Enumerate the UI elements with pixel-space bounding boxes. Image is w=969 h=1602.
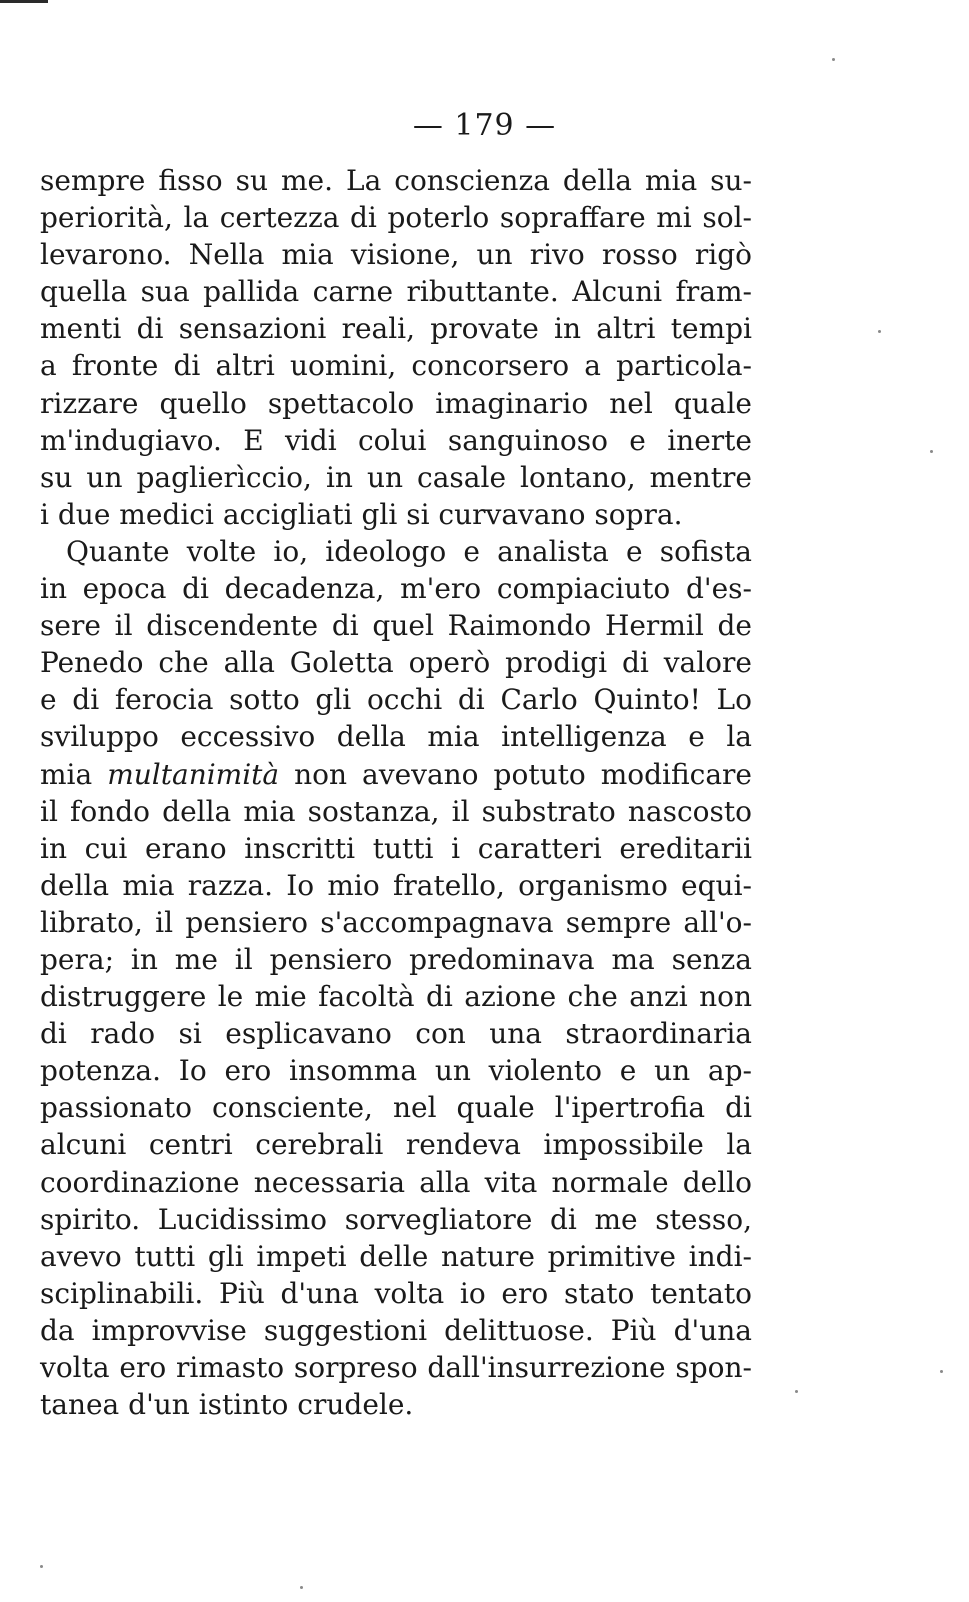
- text-line: avevo tutti gli impeti delle nature primitive indi-: [40, 1239, 752, 1273]
- paper-speck: [878, 330, 881, 333]
- text-line: sviluppo eccessivo della mia intelligenza e la: [40, 720, 752, 754]
- text-line: e di ferocia sotto gli occhi di Carlo Quinto! Lo: [40, 683, 752, 717]
- text-line: in epoca di decadenza, m'ero compiaciuto d'es-: [40, 572, 752, 606]
- text-line: di rado si esplicavano con una straordinaria: [40, 1017, 752, 1051]
- paper-speck: [300, 1586, 303, 1589]
- text-line: i due medici accigliati gli si curvavano sopra.: [40, 497, 683, 531]
- text-line: Penedo che alla Goletta operò prodigi di valore: [40, 646, 752, 680]
- body-text: [40, 162, 752, 1423]
- paper-speck: [40, 1565, 43, 1568]
- text-line: da improvvise suggestioni delittuose. Più d'una: [40, 1313, 752, 1347]
- text-line: su un paglierìccio, in un casale lontano, mentre: [40, 460, 752, 494]
- text-line: quella sua pallida carne ributtante. Alcuni fram-: [40, 275, 752, 309]
- text-line: menti di sensazioni reali, provate in altri tempi: [40, 312, 752, 346]
- text-line: distruggere le mie facoltà di azione che anzi non: [40, 980, 752, 1014]
- text-line-italic-mixed: [40, 756, 752, 793]
- paper-speck: [930, 450, 933, 453]
- text-line: sere il discendente di quel Raimondo Hermil de: [40, 609, 752, 643]
- text-line: m'indugiavo. E vidi colui sanguinoso e inerte: [40, 423, 752, 457]
- paper-speck: [940, 1370, 943, 1373]
- text-line: tanea d'un istinto crudele.: [40, 1388, 414, 1422]
- text-segment: mia: [40, 757, 108, 791]
- text-line: spirito. Lucidissimo sorvegliatore di me stesso,: [40, 1202, 752, 1236]
- scan-edge-mark: [0, 0, 48, 3]
- text-line: a fronte di altri uomini, concorsero a particola-: [40, 349, 752, 383]
- text-line: sciplinabili. Più d'una volta io ero stato tentato: [40, 1276, 752, 1310]
- italic-word: multanimità: [107, 757, 280, 791]
- text-line: potenza. Io ero insomma un violento e un ap-: [40, 1054, 752, 1088]
- text-line: il fondo della mia sostanza, il substrato nascosto: [40, 794, 752, 828]
- text-line: librato, il pensiero s'accompagnava sempre all'o-: [40, 905, 752, 939]
- text-line: sempre fisso su me. La conscienza della mia su-: [40, 164, 752, 197]
- text-segment: non avevano potuto modificare: [279, 757, 752, 791]
- paper-speck: [795, 1390, 798, 1393]
- text-line: volta ero rimasto sorpreso dall'insurrezione spon-: [40, 1351, 752, 1384]
- text-line: levarono. Nella mia visione, un rivo rosso rigò: [40, 238, 752, 272]
- text-line: rizzare quello spettacolo imaginario nel quale: [40, 386, 752, 420]
- text-line: periorità, la certezza di poterlo sopraffare mi sol-: [40, 201, 752, 235]
- page-number: — 179 —: [412, 108, 557, 143]
- text-line: pera; in me il pensiero predominava ma senza: [40, 942, 752, 976]
- paper-speck: [832, 58, 835, 61]
- text-line: passionato consciente, nel quale l'ipertrofia di: [40, 1091, 752, 1125]
- text-line: della mia razza. Io mio fratello, organismo equi-: [40, 868, 752, 902]
- text-line: in cui erano inscritti tutti i caratteri ereditarii: [40, 831, 752, 865]
- text-line: alcuni centri cerebrali rendeva impossibile la: [40, 1128, 752, 1162]
- text-line: Quante volte io, ideologo e analista e sofista: [66, 534, 752, 568]
- text-line: coordinazione necessaria alla vita normale dello: [40, 1165, 752, 1199]
